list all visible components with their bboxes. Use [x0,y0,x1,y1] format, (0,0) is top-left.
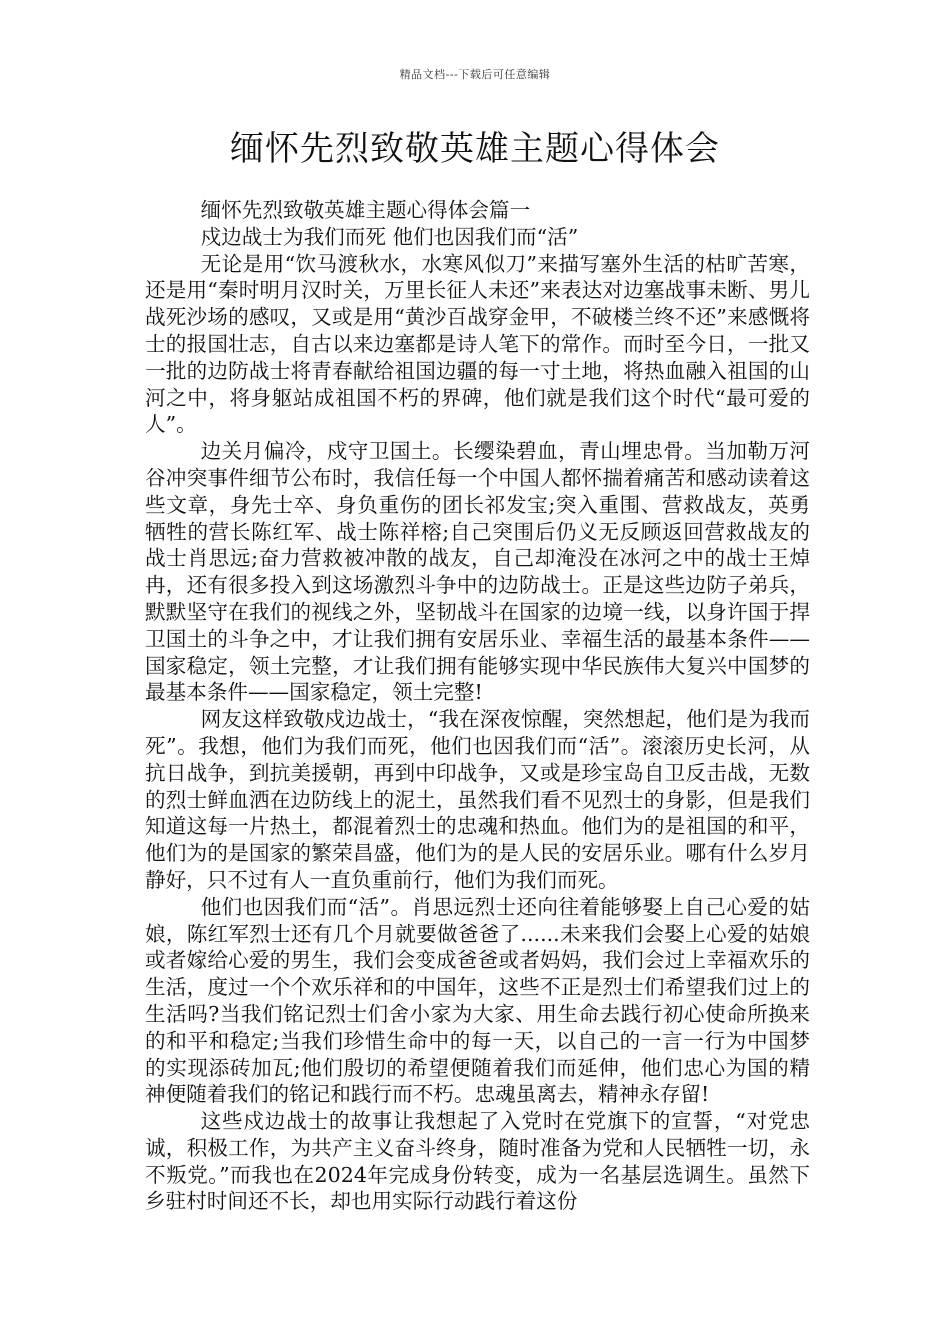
document-body [145,197,810,1215]
header-note: 精品文档---下载后可任意编辑 [399,68,551,81]
paragraph: 这些戍边战士的故事让我想起了入党时在党旗下的宣誓，“对党忠诚，积极工作，为共产主义奋斗终身，随时准备为党和人民牺牲一切，永不叛党。”而我也在2024年完成身份转变，成为一名基层选调生。虽然下乡驻村时间还不长，却也用实际行动践行着这份 [145,1109,810,1214]
subtitle: 缅怀先烈致敬英雄主题心得体会篇一 [200,198,531,222]
section-heading: 戍边战士为我们而死 他们也因我们而“活” [200,224,579,249]
paragraph: 他们也因我们而“活”。肖思远烈士还向往着能够娶上自己心爱的姑娘，陈红军烈士还有几个月就要做爸爸了......未来我们会娶上心爱的姑娘或者嫁给心爱的男生，我们会变成爸爸或者妈妈，我们会过上幸福欢乐的生活，度过一个个欢乐祥和的中国年，这些不正是烈士们希望我们过上的生活吗?当我们铭记烈士们舍小家为大家、用生命去践行初心使命所换来的和平和稳定;当我们珍惜生命中的每一天，以自己的一言一行为中国梦的实现添砖加瓦;他们殷切的希望便随着我们而延伸，他们忠心为国的精神便随着我们的铭记和践行而不朽。忠魂虽离去，精神永存留! [145,894,810,1107]
paragraph: 网友这样致敬戍边战士，“我在深夜惊醒，突然想起，他们是为我而死”。我想，他们为我们而死，他们也因我们而“活”。滚滚历史长河，从抗日战争，到抗美援朝，再到中印战争，又或是珍宝岛自卫反击战，无数的烈士鲜血洒在边防线上的泥土，虽然我们看不见烈士的身影，但是我们知道这每一片热土，都混着烈士的忠魂和热血。他们为的是祖国的和平，他们为的是国家的繁荣昌盛，他们为的是人民的安居乐业。哪有什么岁月静好，只不过有人一直负重前行，他们为我们而死。 [145,707,810,892]
paragraph: 边关月偏冷，戍守卫国土。长缨染碧血，青山埋忠骨。当加勒万河谷冲突事件细节公布时，我信任每一个中国人都怀揣着痛苦和感动读着这些文章，身先士卒、身负重伤的团长祁发宝;突入重围、营救战友，英勇牺牲的营长陈红军、战士陈祥榕;自己突围后仍义无反顾返回营救战友的战士肖思远;奋力营救被冲散的战友，自己却淹没在冰河之中的战士王焯冉，还有很多投入到这场激烈斗争中的边防战士。正是这些边防子弟兵，默默坚守在我们的视线之外，坚韧战斗在国家的边境一线，以身许国于捍卫国土的斗争之中，才让我们拥有安居乐业、幸福生活的最基本条件——国家稳定，领土完整，才让我们拥有能够实现中华民族伟大复兴中国梦的最基本条件——国家稳定，领土完整! [145,439,810,705]
paragraph: 无论是用“饮马渡秋水，水寒风似刀”来描写塞外生活的枯旷苦寒，还是用“秦时明月汉时关，万里长征人未还”来表达对边塞战事未断、男儿战死沙场的感叹，又或是用“黄沙百战穿金甲，不破楼兰终不还”来感慨将士的报国壮志，自古以来边塞都是诗人笔下的常作。而时至今日，一批又一批的边防战士将青春献给祖国边疆的每一寸土地，将热血融入祖国的山河之中，将身躯站成祖国不朽的界碑，他们就是我们这个时代“最可爱的人”。 [145,251,810,437]
document-title: 缅怀先烈致敬英雄主题心得体会 [230,129,720,169]
